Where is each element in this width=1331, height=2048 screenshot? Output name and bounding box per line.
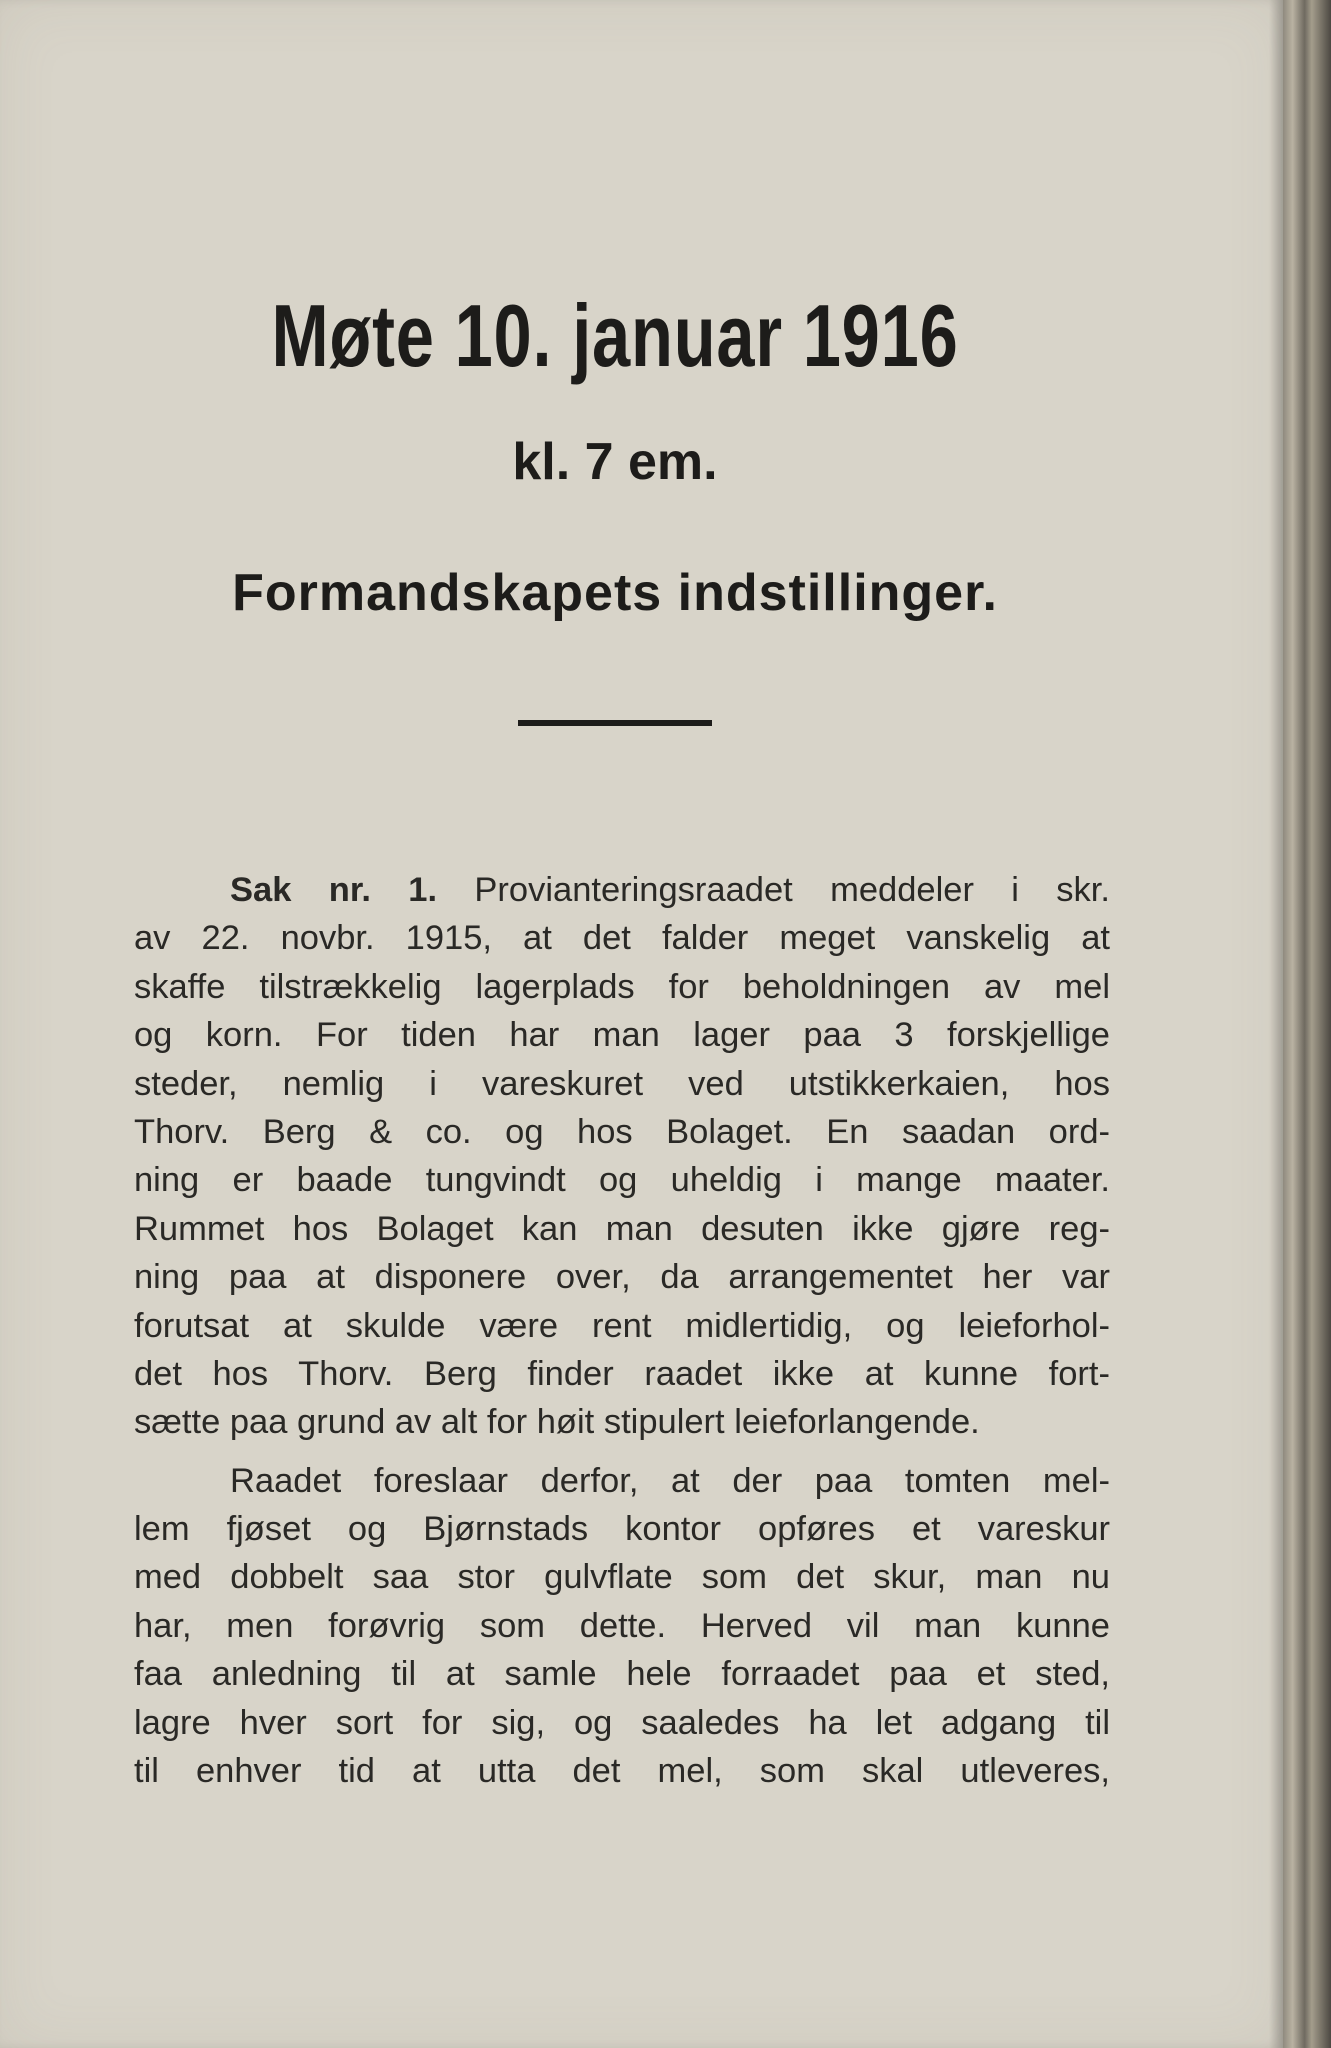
text-line: har, men forøvrig som dette. Herved vil man kunne (134, 1606, 1110, 1645)
section-heading: Formandskapets indstillinger. (232, 564, 998, 622)
text-line: skaffe tilstrækkelig lagerplads for beholdningen av mel (134, 967, 1110, 1006)
text-line: av 22. novbr. 1915, at det falder meget vanskelig at (134, 919, 1110, 958)
page-stack-edge (1283, 0, 1331, 2048)
text-line-content: Provianteringsraadet meddeler i skr. (474, 871, 1110, 909)
paragraph-gap (134, 1447, 1110, 1457)
page-shadow (1269, 0, 1283, 2048)
text-line: faa anledning til at samle hele forraadet paa et sted, (134, 1655, 1110, 1694)
text-line: steder, nemlig i vareskuret ved utstikkerkaien, hos (134, 1064, 1110, 1103)
meeting-time: kl. 7 em. (512, 433, 718, 491)
text-line: Raadet foreslaar derfor, at der paa tomten mel- (230, 1461, 1110, 1500)
page-title: Møte 10. januar 1916 (271, 286, 959, 385)
text-line: lem fjøset og Bjørnstads kontor opføres et vareskur (134, 1510, 1110, 1549)
text-line: ning paa at disponere over, da arrangementet her var (134, 1258, 1110, 1297)
text-line: til enhver tid at utta det mel, som skal utleveres, (134, 1752, 1110, 1791)
text-line: ning er baade tungvindt og uheldig i mange maater. (134, 1161, 1110, 1200)
text-line: forutsat at skulde være rent midlertidig, og leieforhol- (134, 1306, 1110, 1345)
text-line: med dobbelt saa stor gulvflate som det skur, man nu (134, 1558, 1110, 1597)
text-line: sætte paa grund av alt for høit stipulert leieforlangende. (134, 1403, 980, 1442)
text-line: Thorv. Berg & co. og hos Bolaget. En saadan ord- (134, 1112, 1110, 1151)
text-line: Rummet hos Bolaget kan man desuten ikke gjøre reg- (134, 1209, 1110, 1248)
body-text (134, 866, 1110, 1795)
text-line (134, 866, 1110, 914)
divider-rule (518, 720, 712, 726)
text-line: lagre hver sort for sig, og saaledes ha let adgang til (134, 1703, 1110, 1742)
text-line: det hos Thorv. Berg finder raadet ikke at kunne fort- (134, 1354, 1110, 1393)
case-number: Sak nr. 1. (230, 871, 438, 909)
text-line: og korn. For tiden har man lager paa 3 forskjellige (134, 1016, 1110, 1055)
